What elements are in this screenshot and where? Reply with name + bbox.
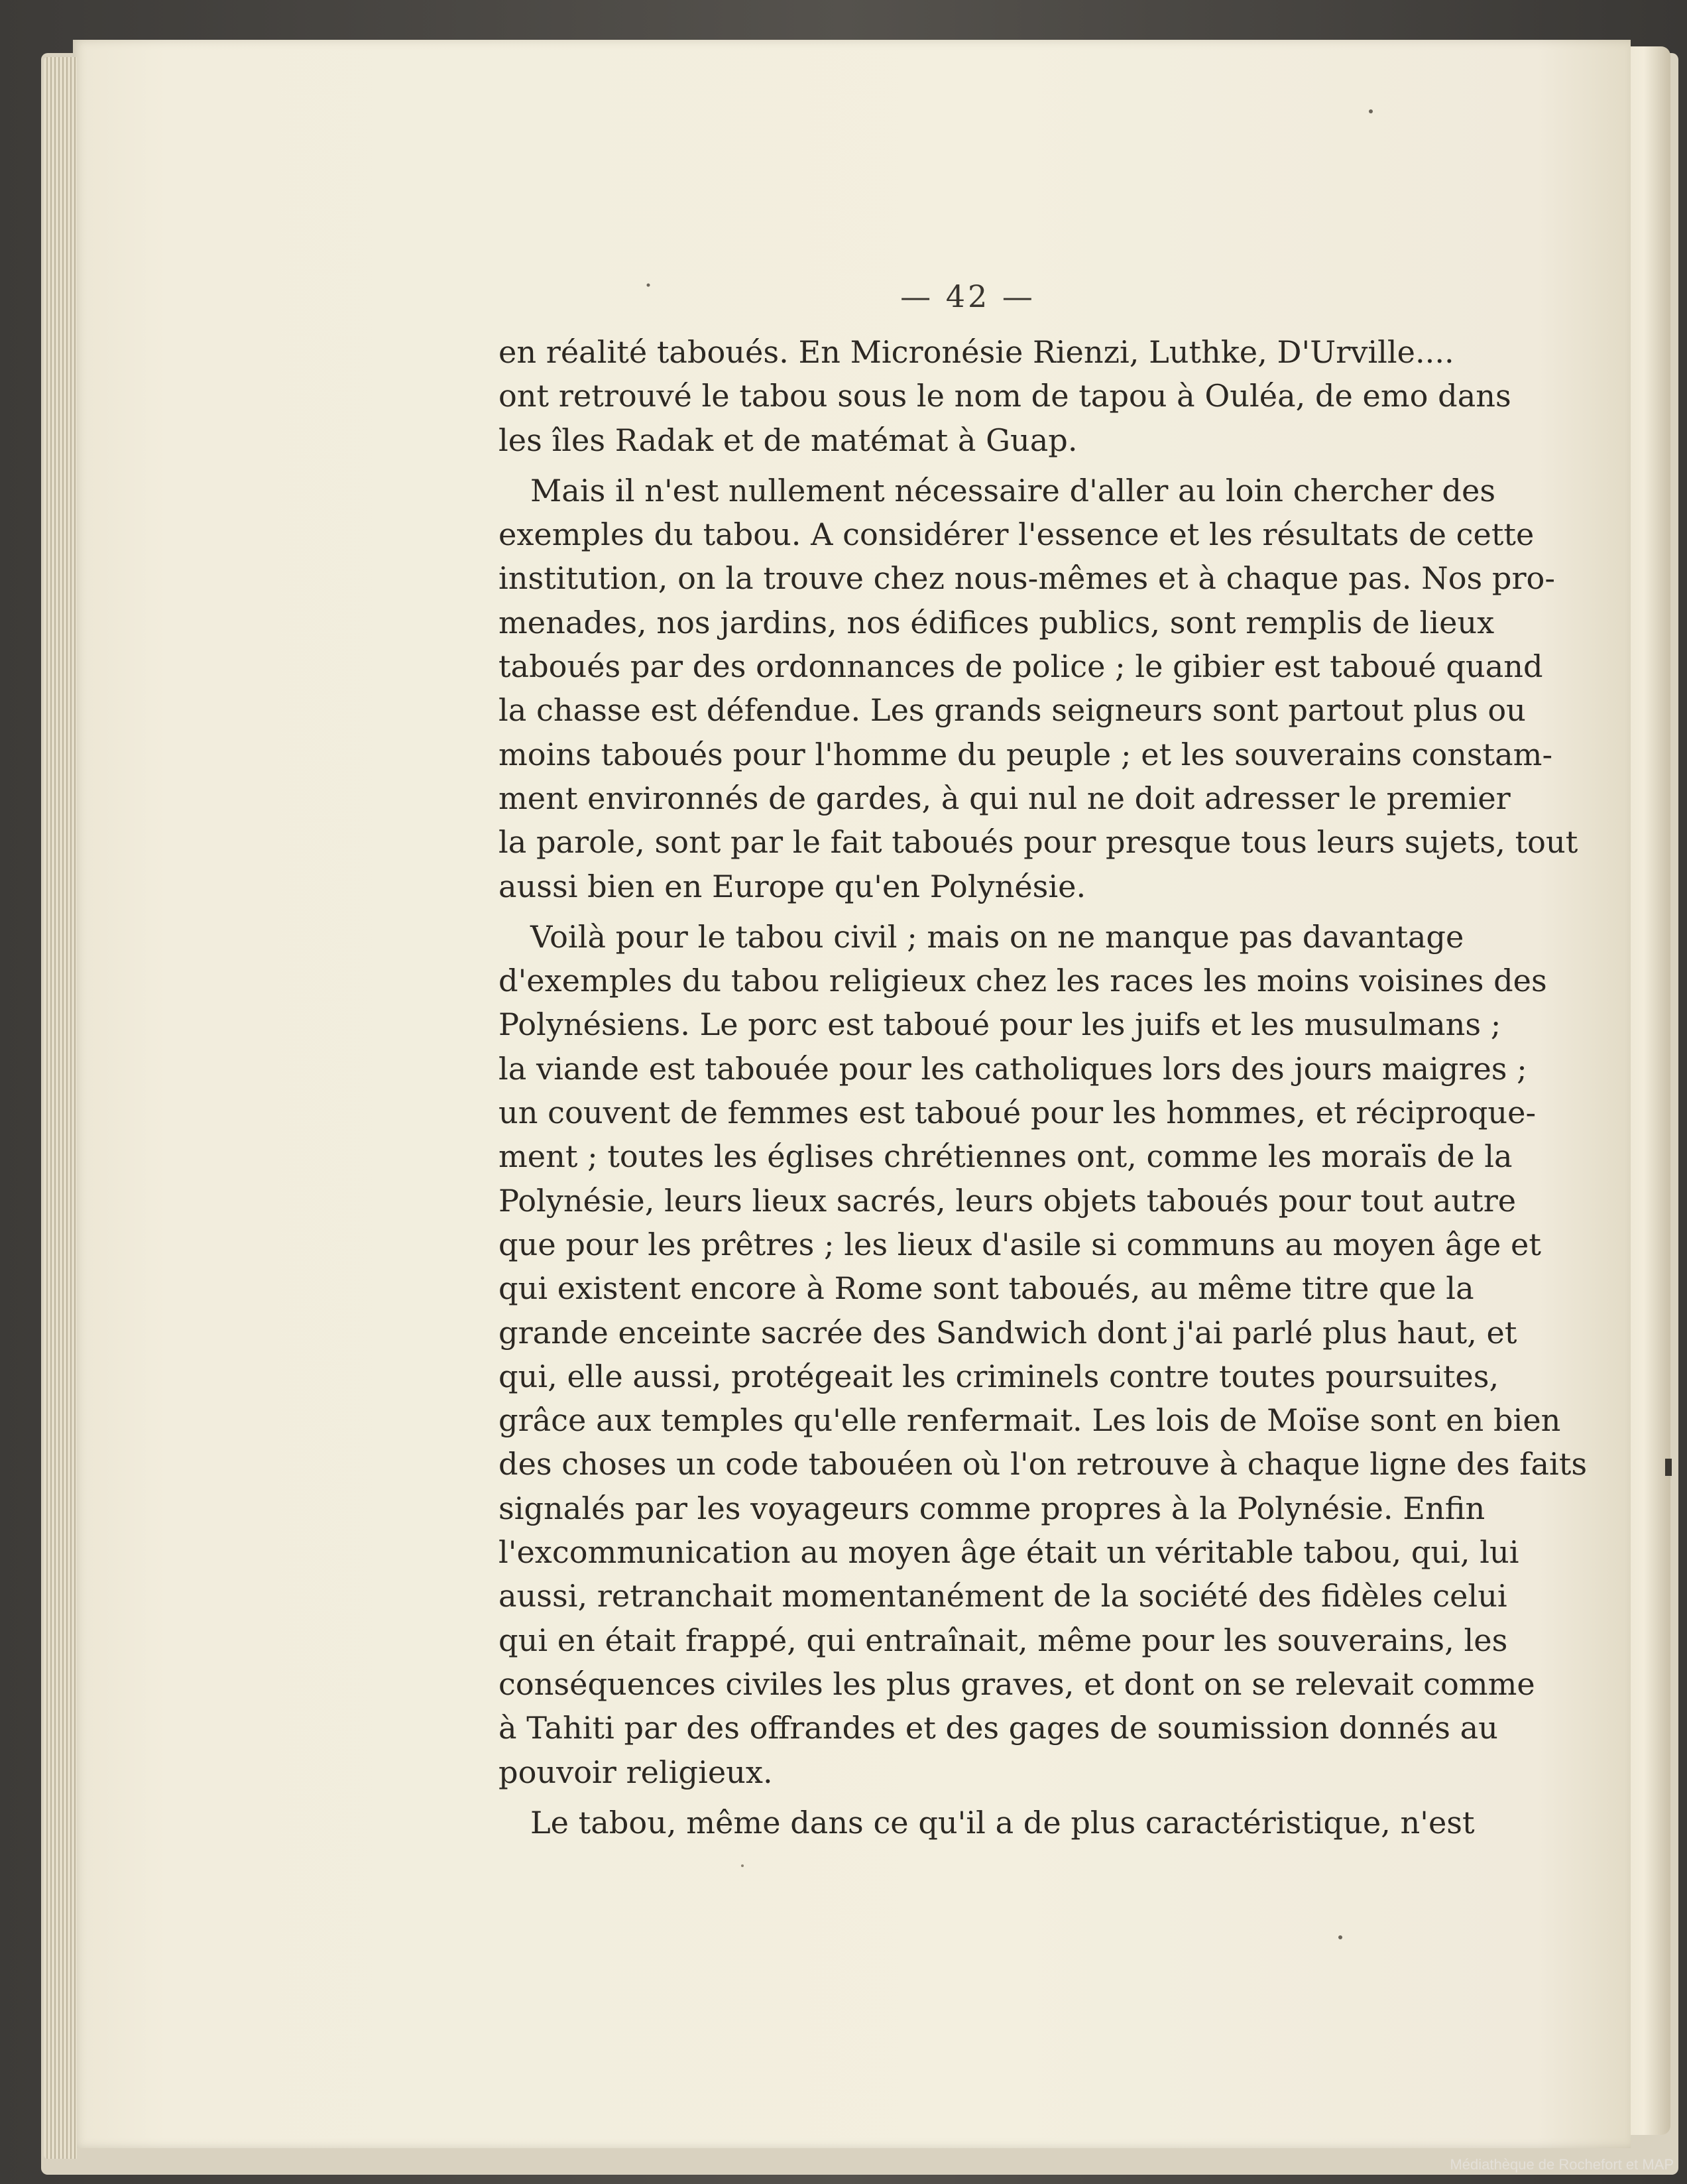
text-line: qui, elle aussi, protégeait les criminels contre toutes poursuites, (498, 1358, 1499, 1394)
text-line: que pour les prêtres ; les lieux d'asile si communs au moyen âge et (498, 1226, 1541, 1262)
text-line: les îles Radak et de matémat à Guap. (498, 422, 1078, 458)
text-line: l'excommunication au moyen âge était un véritable tabou, qui, lui (498, 1534, 1519, 1571)
text-line: qui en était frappé, qui entraînait, même pour les souverains, les (498, 1622, 1508, 1658)
text-line: à Tahiti par des offrandes et des gages de soumission donnés au (498, 1710, 1498, 1746)
text-line: ont retrouvé le tabou sous le nom de tapou à Ouléa, de emo dans (498, 378, 1511, 414)
text-line: aussi, retranchait momentanément de la société des fidèles celui (498, 1578, 1507, 1614)
text-line: ment environnés de gardes, à qui nul ne doit adresser le premier (498, 780, 1511, 816)
text-line: Polynésie, leurs lieux sacrés, leurs objets taboués pour tout autre (498, 1182, 1517, 1219)
text-line: Mais il n'est nullement nécessaire d'aller au loin chercher des (530, 472, 1496, 509)
text-line: Le tabou, même dans ce qu'il a de plus caractéristique, n'est (530, 1804, 1475, 1841)
text-line: moins taboués pour l'homme du peuple ; et les souverains constam- (498, 736, 1553, 772)
text-line: Voilà pour le tabou civil ; mais on ne manque pas davantage (530, 918, 1464, 955)
text-line: d'exemples du tabou religieux chez les races les moins voisines des (498, 963, 1547, 999)
text-line: pouvoir religieux. (498, 1754, 773, 1790)
text-line: qui existent encore à Rome sont taboués, au même titre que la (498, 1270, 1474, 1307)
text-line: exemples du tabou. A considérer l'essence et les résultats de cette (498, 516, 1535, 553)
body-text (498, 330, 1588, 1845)
text-line: signalés par les voyageurs comme propres à la Polynésie. Enfin (498, 1490, 1485, 1526)
text-line: taboués par des ordonnances de police ; le gibier est taboué quand (498, 648, 1543, 685)
text-line: des choses un code tabouéen où l'on retrouve à chaque ligne des faits (498, 1446, 1588, 1483)
text-line: un couvent de femmes est taboué pour les hommes, et réciproque- (498, 1095, 1537, 1131)
text-line: ment ; toutes les églises chrétiennes ont, comme les moraïs de la (498, 1138, 1513, 1175)
text-line: en réalité taboués. En Micronésie Rienzi, Luthke, D'Urville.... (498, 334, 1454, 370)
text-line: la parole, sont par le fait taboués pour presque tous leurs sujets, tout (498, 824, 1578, 861)
page-gutter-edges (44, 57, 77, 2159)
text-line: aussi bien en Europe qu'en Polynésie. (498, 868, 1086, 904)
text-line: la viande est tabouée pour les catholiques lors des jours maigres ; (498, 1050, 1527, 1087)
text-line: la chasse est défendue. Les grands seigneurs sont partout plus ou (498, 692, 1526, 729)
text-line: grâce aux temples qu'elle renfermait. Les lois de Moïse sont en bien (498, 1402, 1561, 1439)
text-line: conséquences civiles les plus graves, et dont on se relevait comme (498, 1666, 1535, 1702)
text-line: grande enceinte sacrée des Sandwich dont j'ai parlé plus haut, et (498, 1314, 1517, 1351)
page-number: — 42 — (900, 278, 1035, 314)
text-line: institution, on la trouve chez nous-mêmes et à chaque pas. Nos pro- (498, 560, 1555, 597)
text-line: Polynésiens. Le porc est taboué pour les juifs et les musulmans ; (498, 1006, 1501, 1043)
watermark: Médiathèque de Rochefort et MAP (1450, 2156, 1674, 2173)
text-line: menades, nos jardins, nos édifices publics, sont remplis de lieux (498, 604, 1495, 640)
